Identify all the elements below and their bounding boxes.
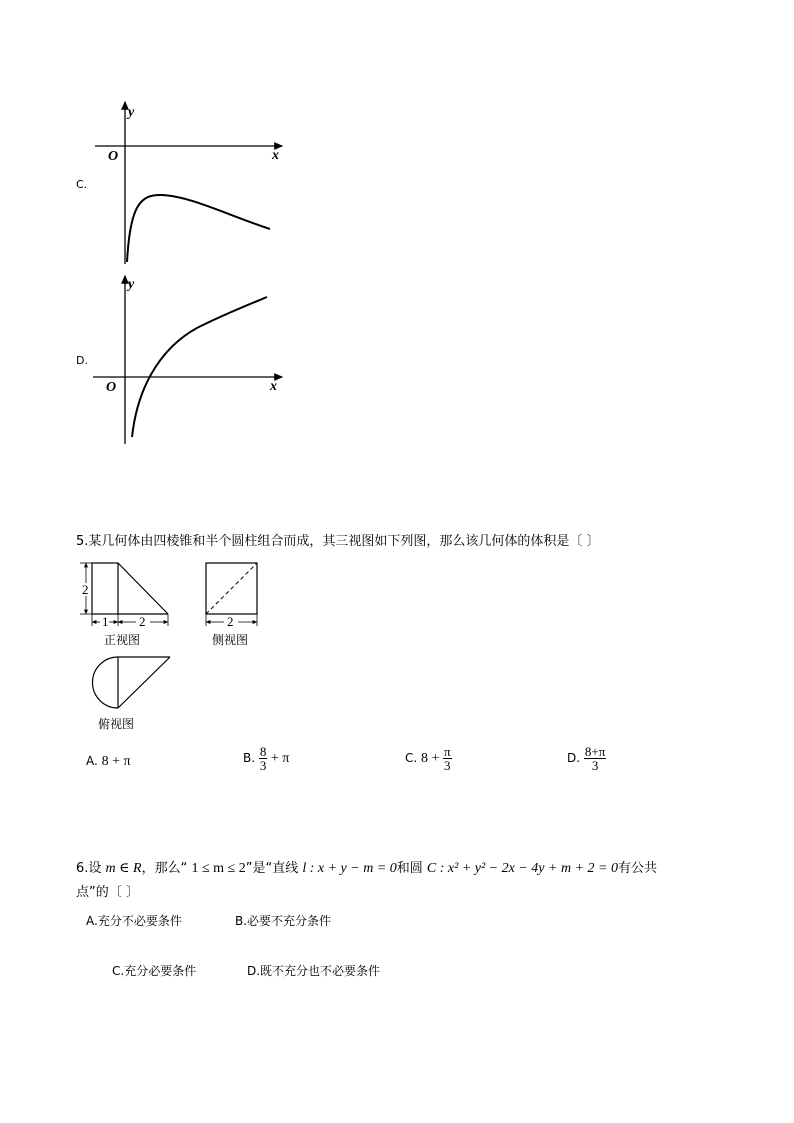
y-axis-label: y: [128, 277, 135, 292]
option-c-label: C.: [76, 178, 88, 191]
graph-d: [90, 272, 290, 448]
question-6-line-1: 6.设 m ∈ R，那么“ 1 ≤ m ≤ 2”是“直线 l : x + y − m = 0和圆 C : x² + y² − 2x − 4y + m + 2 = 0有公共: [76, 861, 657, 876]
side-dim: 2: [227, 614, 234, 629]
x-axis-label: x: [272, 148, 279, 163]
q5-option-b-fraction: $\frac{8}{3}$: [259, 744, 267, 773]
y-axis-label: y: [128, 105, 135, 120]
q5-option-b[interactable]: B. $\frac{8}{3}$ + π: [243, 744, 290, 773]
origin-label: O: [106, 380, 117, 395]
graph-c: [90, 96, 290, 268]
front-left-dim: 1: [102, 614, 109, 629]
origin-label: O: [108, 149, 119, 164]
q6-option-c[interactable]: C.充分必要条件: [112, 964, 197, 978]
question-5-text: 某几何体由四棱锥和半个圆柱组合而成，其三视图如下列图，那么该几何体的体积是〔 〕: [88, 534, 600, 549]
q5-option-c[interactable]: C. 8 + $\frac{\pi}{3}$: [405, 744, 451, 773]
top-view: [76, 652, 176, 734]
q6-option-a[interactable]: A.充分不必要条件: [86, 914, 182, 928]
curve: [132, 297, 267, 437]
q5-option-d[interactable]: D. $\frac{8+\pi}{3}$: [567, 744, 606, 773]
q6-option-b[interactable]: B.必要不充分条件: [235, 914, 332, 928]
option-d-label: D.: [76, 354, 88, 367]
q6-m-in-r: m ∈ R: [105, 861, 142, 876]
side-view: [196, 558, 276, 652]
top-view-label: 俯视图: [98, 717, 135, 731]
x-axis-label: x: [270, 379, 277, 394]
question-5-number: 5.: [76, 534, 89, 549]
q5-option-a[interactable]: A. 8 + π: [86, 754, 131, 769]
q6-condition: 1 ≤ m ≤ 2: [191, 861, 246, 876]
question-6-line-2: 点”的〔 〕: [76, 885, 139, 900]
q6-option-d[interactable]: D.既不充分也不必要条件: [247, 964, 381, 978]
curve: [127, 195, 270, 262]
q6-line-equation: l : x + y − m = 0: [302, 861, 397, 876]
question-5: [76, 531, 600, 553]
front-height-dim: 2: [82, 582, 89, 597]
q5-option-a-value: 8 + π: [101, 754, 131, 769]
q5-option-c-fraction: $\frac{\pi}{3}$: [443, 744, 451, 773]
side-view-label: 侧视图: [212, 633, 249, 647]
q5-option-d-fraction: $\frac{8+\pi}{3}$: [584, 744, 606, 773]
front-right-dim: 2: [139, 614, 146, 629]
front-view-label: 正视图: [104, 633, 141, 647]
front-view: [76, 558, 176, 652]
q6-circle-equation: C : x² + y² − 2x − 4y + m + 2 = 0: [426, 861, 618, 876]
